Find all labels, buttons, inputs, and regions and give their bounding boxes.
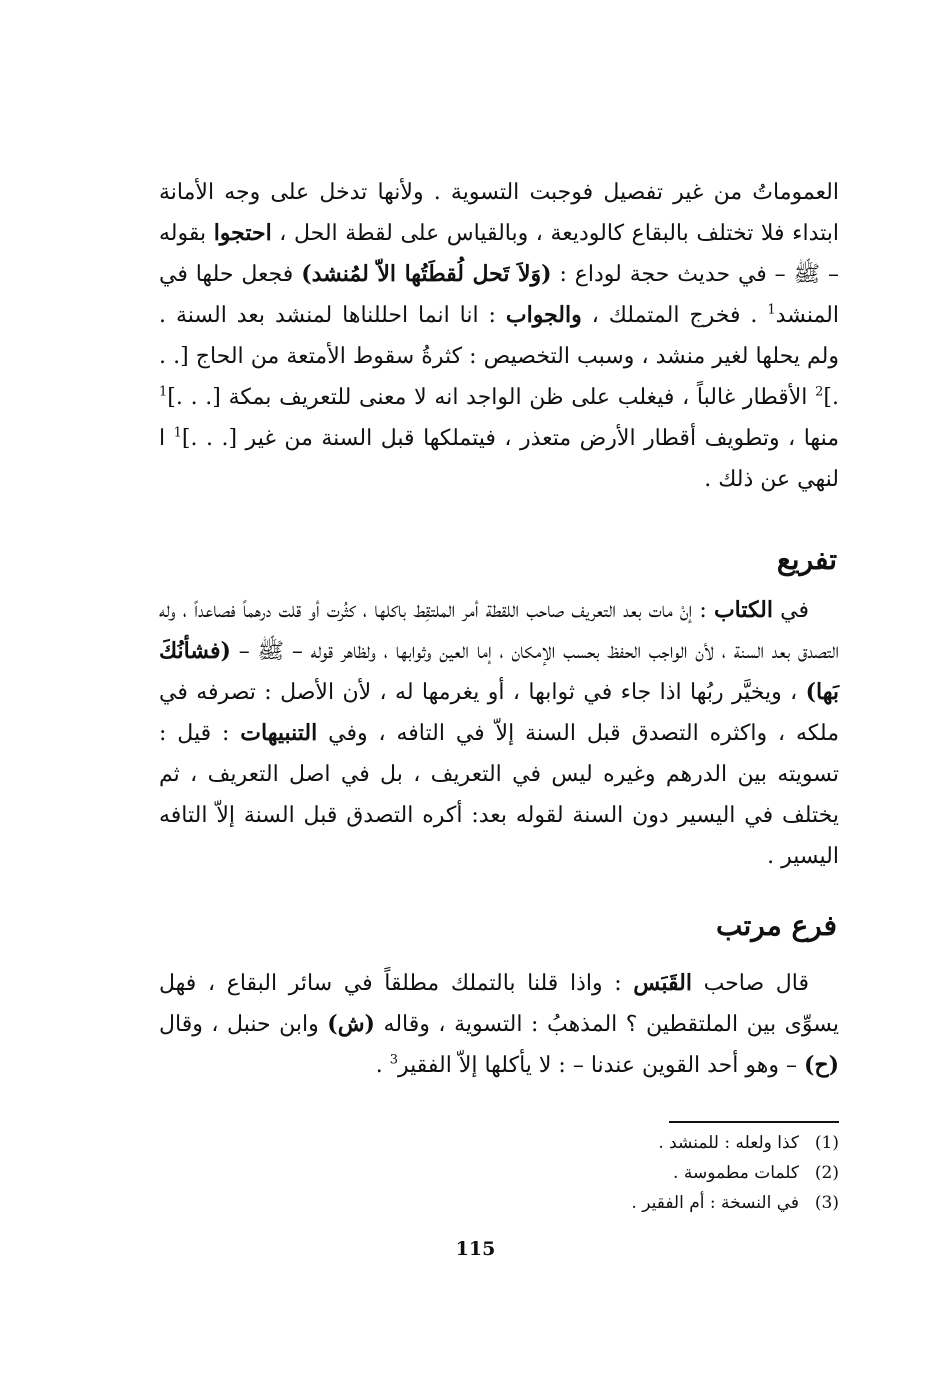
abbrev-shafii: (ش)	[327, 1011, 375, 1037]
footnote-ref: 3	[389, 1052, 398, 1068]
footnote-number: (1)	[814, 1133, 839, 1153]
footnote-item	[339, 1188, 839, 1218]
footnote-item	[339, 1158, 839, 1188]
abbrev-hanafi: (ح)	[803, 1052, 839, 1078]
paragraph-1	[159, 172, 839, 500]
footnotes	[339, 1128, 839, 1218]
hadith-quote: (فشأنُكَ بَها)	[159, 638, 839, 705]
footnote-ref: 2	[815, 384, 824, 400]
paragraph-3-text: قال صاحب القَبَس : واذا قلنا بالتملك مطلقاً في سائر البقاع ، فهل يسوِّى بين الملتقطين ؟ المذهبُ : التسوية ، وقاله (ش) وابن حنبل ، وقال (ح) – وهو أحد القوين عندنا – : لا يأكلها إلاّ الفقير$^3$ .	[159, 970, 840, 1078]
paragraph-2-text: في الكتاب : إنْ مات بعد التعريف صاحب اللقطة أمر الملتقِط باكلها ، كثُرت أو قلت درهماً فصاعداً ، وله التصدق بعد السنة ، لأن الواجب الحفظ بحسب الإمكان ، إما العين وثوابها ، ولظاهر قوله – ﷺ – (فشأنُكَ بَها) ، ويخيَّر ربُها اذا جاء في ثوابها ، أو يغرمها له ، لأن الأصل : تصرفه في ملكه ، واكثره التصدق قبل السنة إلاّ في التافه ، وفي التنبيهات : قيل : تسويته بين الدرهم وغيره ليس في التعريف ، بل في اصل التعريف ، ثم يختلف في اليسير دون السنة لقوله بعد: أكره التصدق قبل السنة إلاّ التافه اليسير .	[159, 597, 839, 869]
paragraph-3	[159, 963, 839, 1086]
bold-term-ihtajju: احتجوا	[213, 220, 272, 246]
footnote-number: (2)	[814, 1163, 839, 1183]
footnote-divider	[669, 1121, 839, 1123]
bold-term-kitab: الكتاب	[713, 597, 773, 623]
page-number: 115	[455, 1238, 496, 1260]
bold-term-jawab: والجواب	[505, 302, 582, 328]
footnote-text: كذا ولعله : للمنشد .	[658, 1133, 799, 1153]
footnote-number: (3)	[814, 1193, 839, 1213]
footnote-ref: 1	[173, 425, 182, 441]
footnote-text: كلمات مطموسة .	[673, 1163, 799, 1183]
bold-term-qabas: القَبَس	[633, 970, 692, 996]
paragraph-2	[159, 590, 839, 877]
footnote-item	[339, 1128, 839, 1158]
section-heading-far-murattab: فرع مرتب	[715, 909, 837, 942]
footnote-ref: 1	[767, 302, 776, 318]
hadith-quote: (وَلاَ تَحل لُقطَتُها الاّ لمُنشد)	[301, 261, 552, 287]
footnote-ref: 1	[159, 384, 168, 400]
footnote-text: في النسخة : أم الفقير .	[631, 1193, 799, 1213]
bold-term-tanbihat: التنبيهات	[240, 720, 318, 746]
section-heading-tafri: تفريع	[776, 543, 837, 576]
paragraph-1-text: العموماتُ من غير تفصيل فوجبت التسوية . ولأنها تدخل على وجه الأمانة ابتداء فلا تختلف بالبقاع كالوديعة ، وبالقياس على لقطة الحل ، احتجوا بقوله – ﷺ – في حديث حجة لوداع : (وَلاَ تَحل لُقطَتُها الاّ لمُنشد) فجعل حلها في المنشد$^1$ . فخرج المتملك ، والجواب : انا انما احللناها لمنشد بعد السنة . ولم يحلها لغير منشد ، وسبب التخصيص : كثرةُ سقوط الأمتعة من الحاج [. . .]$^2$ الأقطار غالباً ، فيغلب على ظن الواجد انه لا معنى للتعريف بمكة [. . .]$^1$ منها ، وتطويف أقطار الأرض متعذر ، فيتملكها قبل السنة من غير [. . .]$^1$ ا لنهي عن ذلك .	[159, 180, 839, 492]
